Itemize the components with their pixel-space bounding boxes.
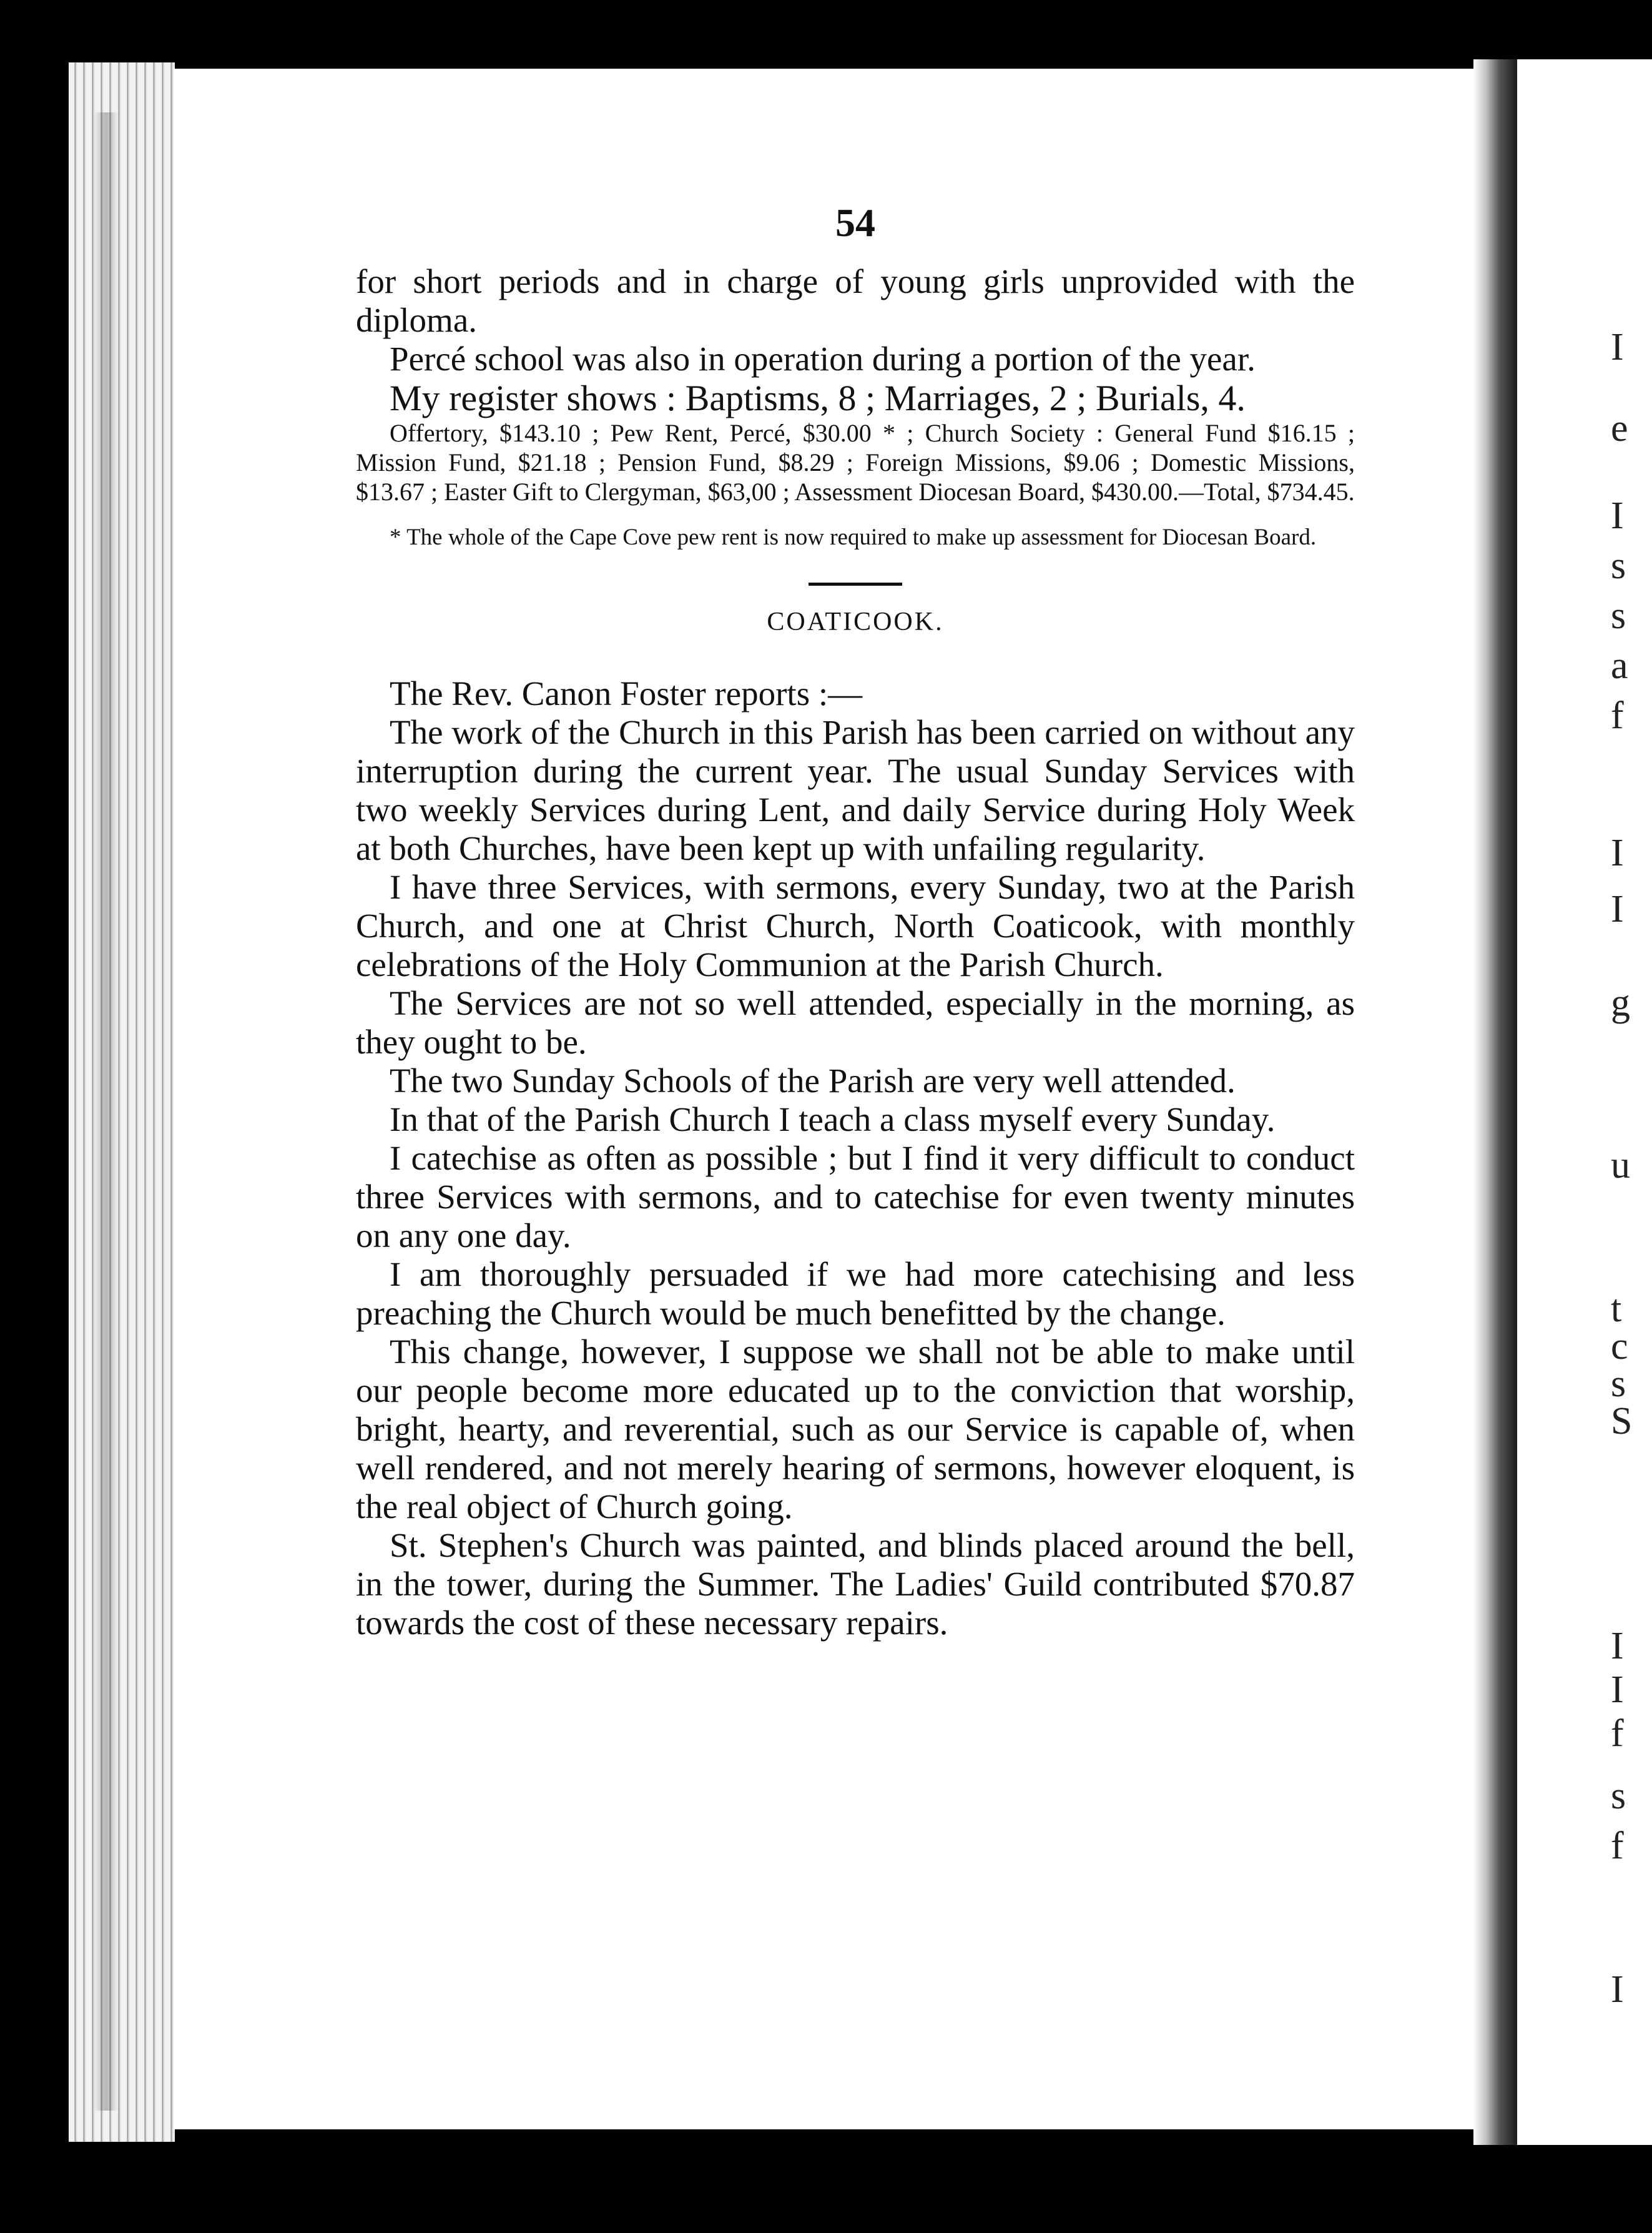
paragraph: I am thoroughly persuaded if we had more catechising and less preaching the Church would be much benefitted by the change. <box>356 1255 1355 1332</box>
paragraph: The work of the Church in this Parish has been carried on without any interruption during the current year. The usual Sunday Services with two weekly Services during Lent, and daily Service during Holy Week at both Churches, have been kept up with unfailing regularity. <box>356 713 1355 867</box>
facing-fragment: I <box>1611 1669 1624 1711</box>
facing-fragment: f <box>1611 1712 1624 1755</box>
facing-fragment: S <box>1611 1400 1633 1442</box>
footnote: * The whole of the Cape Cove pew rent is now required to make up assessment for Diocesan Board. <box>390 525 1317 550</box>
facing-fragment: g <box>1611 982 1630 1024</box>
register-summary: My register shows : Baptisms, 8 ; Marriages, 2 ; Burials, 4. <box>390 378 1246 418</box>
paragraph: for short periods and in charge of young girls unprovided with the diploma. <box>356 262 1355 339</box>
paragraph: St. Stephen's Church was painted, and blinds placed around the bell, in the tower, during the Summer. The Ladies' Guild contributed $70.87 towards the cost of these necessary repairs. <box>356 1526 1355 1642</box>
facing-fragment: I <box>1611 1625 1624 1667</box>
edge-shadow <box>94 112 119 2111</box>
section-heading: COATICOOK. <box>767 608 944 636</box>
facing-fragment: s <box>1611 1775 1626 1817</box>
page-number: 54 <box>835 200 875 245</box>
reporter-line: The Rev. Canon Foster reports :— <box>390 674 863 712</box>
paragraph: Percé school was also in operation during a portion of the year. <box>390 340 1256 378</box>
accounts-summary: Offertory, $143.10 ; Pew Rent, Percé, $30.00 * ; Church Society : General Fund $16.15 ; Mission Fund, $21.18 ; Pension Fund, $8.29 ; Foreign Missions, $9.06 ; Domestic Missions, $13.67 ; Easter Gift to Clergyman, $63,00 ; Assessment Diocesan Board, $430.00.—Total, $734.45. <box>356 419 1355 506</box>
page-edges <box>69 62 175 2142</box>
facing-fragment: I <box>1611 888 1624 930</box>
facing-fragment: s <box>1611 545 1626 587</box>
paragraph: I catechise as often as possible ; but I find it very difficult to conduct three Services with sermons, and to catechise for even twenty minutes on any one day. <box>356 1139 1355 1255</box>
book-gutter <box>1473 59 1517 2145</box>
section-divider <box>809 583 902 586</box>
facing-fragment: I <box>1611 326 1624 368</box>
paragraph: I have three Services, with sermons, every Sunday, two at the Parish Church, and one at Christ Church, North Coaticook, with monthly celebrations of the Holy Communion at the Parish Church. <box>356 868 1355 983</box>
facing-fragment: I <box>1611 495 1624 537</box>
facing-fragment: I <box>1611 832 1624 874</box>
paragraph: The Services are not so well attended, especially in the morning, as they ought to be. <box>356 984 1355 1061</box>
paragraph: This change, however, I suppose we shall not be able to make until our people become more educated up to the conviction that worship, bright, hearty, and reverential, such as our Service is capable of, when well rendered, and not merely hearing of sermons, however eloquent, is the real object of Church going. <box>356 1333 1355 1526</box>
facing-fragment: c <box>1611 1325 1628 1368</box>
page-text <box>356 200 1355 1642</box>
facing-fragment: s <box>1611 594 1626 637</box>
facing-fragment: s <box>1611 1363 1626 1405</box>
facing-fragment: f <box>1611 694 1624 737</box>
facing-fragment: f <box>1611 1825 1624 1867</box>
facing-fragment: e <box>1611 407 1628 450</box>
facing-fragment: I <box>1611 1968 1624 2011</box>
paragraph: The two Sunday Schools of the Parish are very well attended. <box>390 1062 1236 1100</box>
facing-fragment: u <box>1611 1144 1630 1186</box>
facing-fragment: t <box>1611 1288 1622 1330</box>
facing-fragment: a <box>1611 644 1628 687</box>
paragraph: In that of the Parish Church I teach a class myself every Sunday. <box>390 1100 1276 1138</box>
facing-page <box>1517 59 1652 2145</box>
